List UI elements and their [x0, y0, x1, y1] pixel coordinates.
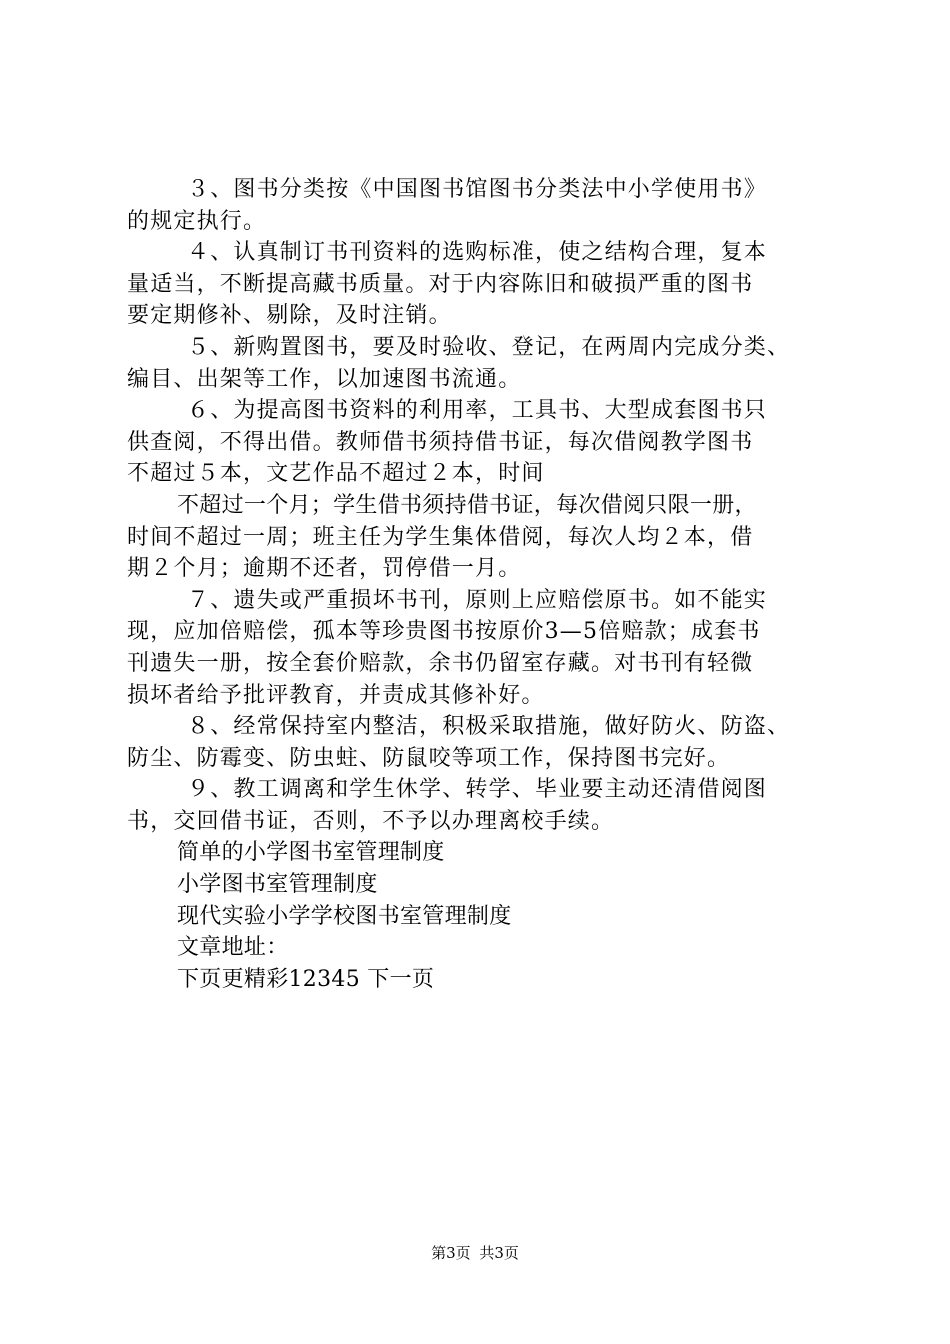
paragraph-line: 量适当，不断提高藏书质量。对于内容陈旧和破损严重的图书	[127, 271, 754, 297]
paragraph-line: 不超过一个月；学生借书须持借书证，每次借阅只限一册，	[177, 492, 757, 518]
paragraph-line: 刊遗失一册，按全套价赔款，余书仍留室存藏。对书刊有轻微	[127, 650, 754, 676]
article-address-label: 文章地址：	[177, 935, 289, 961]
paragraph-line: 的规定执行。	[127, 208, 267, 234]
paragraph-line: ４、认真制订书刊资料的选购标准，使之结构合理，复本	[187, 240, 768, 266]
related-link[interactable]: 小学图书室管理制度	[177, 872, 378, 898]
related-link[interactable]: 简单的小学图书室管理制度	[177, 840, 445, 866]
related-link[interactable]: 现代实验小学学校图书室管理制度	[177, 903, 512, 929]
paragraph-line: 供查阅，不得出借。教师借书须持借书证，每次借阅教学图书	[127, 429, 754, 455]
paragraph-line: ９、教工调离和学生休学、转学、毕业要主动还清借阅图	[187, 777, 768, 803]
page-number: 第3页	[431, 1244, 471, 1262]
paragraph-line: 防尘、防霉变、防虫蛀、防鼠咬等项工作，保持图书完好。	[127, 745, 731, 771]
paragraph-line: ５、新购置图书，要及时验收、登记，在两周内完成分类、	[187, 334, 791, 360]
pagination-links[interactable]: 下页更精彩12345 下一页	[177, 966, 435, 992]
paragraph-line: 要定期修补、剔除，及时注销。	[127, 303, 452, 329]
page-footer	[0, 1243, 950, 1263]
paragraph-line: 损坏者给予批评教育，并责成其修补好。	[127, 682, 545, 708]
paragraph-line: 书，交回借书证，否则，不予以办理离校手续。	[127, 808, 615, 834]
paragraph-line: 现，应加倍赔偿，孤本等珍贵图书按原价3—5倍赔款；成套书	[127, 619, 761, 645]
paragraph-line: ７、遗失或严重损坏书刊，原则上应赔偿原书。如不能实	[187, 587, 768, 613]
page-total: 共3页	[479, 1244, 519, 1262]
paragraph-line: ６、为提高图书资料的利用率，工具书、大型成套图书只	[187, 398, 768, 424]
paragraph-line: ３、图书分类按《中国图书馆图书分类法中小学使用书》	[187, 177, 768, 202]
document-body	[127, 174, 827, 995]
paragraph-line: ８、经常保持室内整洁，积极采取措施，做好防火、防盗、	[187, 714, 791, 740]
paragraph-line: 编目、出架等工作，以加速图书流通。	[127, 366, 522, 392]
paragraph-line: 时间不超过一周；班主任为学生集体借阅，每次人均２本，借	[127, 524, 754, 550]
paragraph-line: 不超过５本，文艺作品不超过２本，时间	[127, 461, 545, 487]
paragraph-line: 期２个月；逾期不还者，罚停借一月。	[127, 556, 522, 582]
